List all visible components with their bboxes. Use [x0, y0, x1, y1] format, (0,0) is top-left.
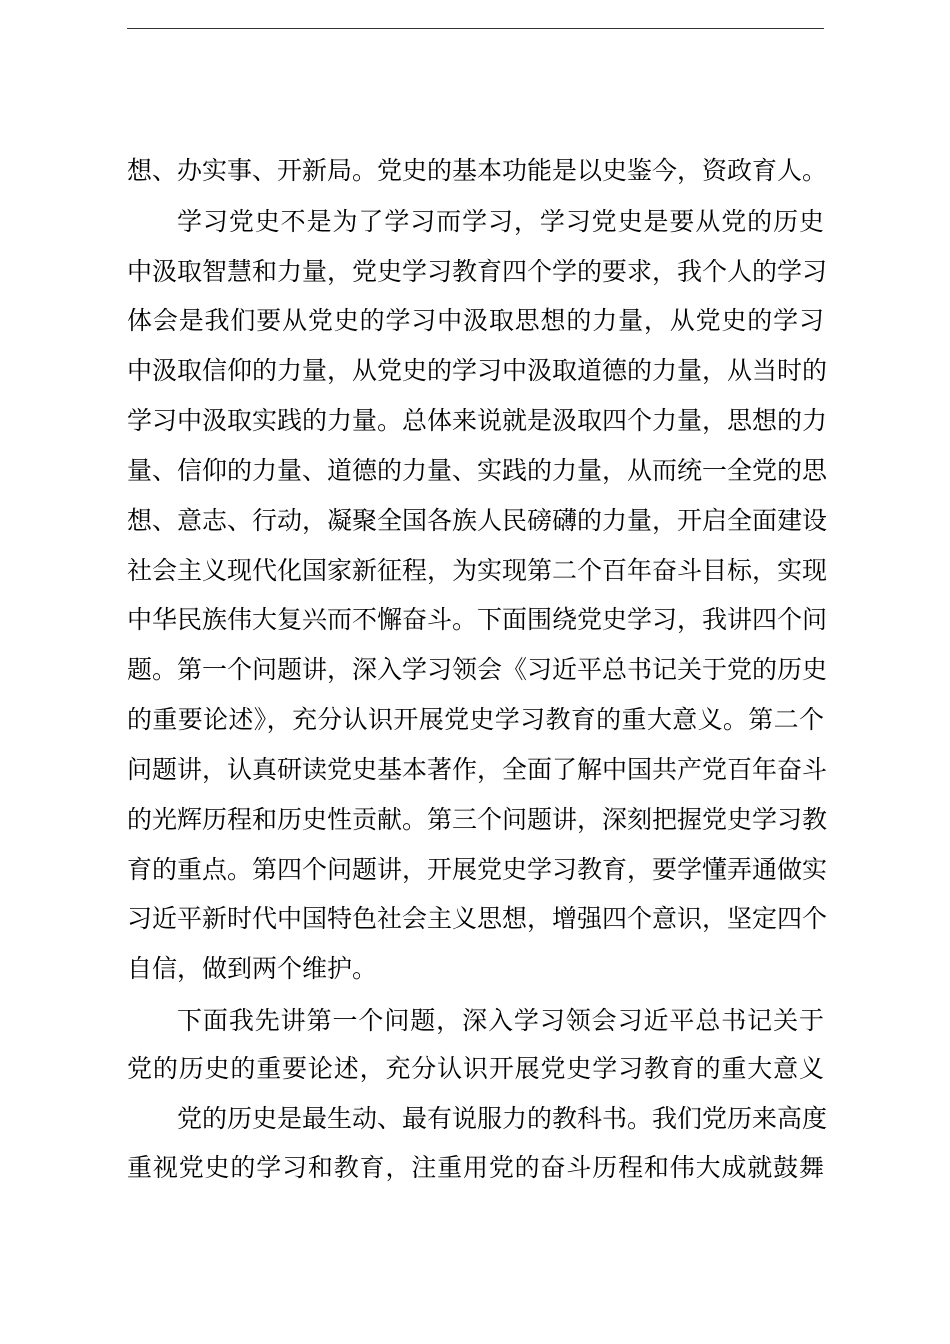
text-line: 社会主义现代化国家新征程，为实现第二个百年奋斗目标，实现	[127, 556, 828, 585]
text-line: 自信，做到两个维护。	[127, 954, 378, 983]
text-line: 问题讲，认真研读党史基本著作，全面了解中国共产党百年奋斗	[127, 755, 828, 784]
text-line: 育的重点。第四个问题讲，开展党史学习教育，要学懂弄通做实	[127, 855, 828, 884]
text-line: 想、办实事、开新局。党史的基本功能是以史鉴今，资政育人。	[127, 156, 828, 185]
header-rule	[127, 28, 824, 29]
text-line: 下面我先讲第一个问题，深入学习领会习近平总书记关于	[177, 1006, 824, 1035]
text-line: 学习党史不是为了学习而学习，学习党史是要从党的历史	[177, 207, 824, 236]
text-line: 党的历史的重要论述，充分认识开展党史学习教育的重大意义	[127, 1054, 824, 1083]
text-line: 重视党史的学习和教育，注重用党的奋斗历程和伟大成就鼓舞	[127, 1153, 824, 1182]
text-line: 习近平新时代中国特色社会主义思想，增强四个意识，坚定四个	[127, 904, 828, 933]
text-line: 中汲取信仰的力量，从党史的学习中汲取道德的力量，从当时的	[127, 356, 828, 385]
text-line: 的重要论述》，充分认识开展党史学习教育的重大意义。第二个	[127, 705, 824, 734]
text-line: 体会是我们要从党史的学习中汲取思想的力量，从党史的学习	[127, 306, 824, 335]
text-line: 量、信仰的力量、道德的力量、实践的力量，从而统一全党的思	[127, 456, 828, 485]
text-line: 想、意志、行动，凝聚全国各族人民磅礴的力量，开启全面建设	[127, 506, 828, 535]
text-line: 中汲取智慧和力量，党史学习教育四个学的要求，我个人的学习	[127, 257, 828, 286]
text-line: 党的历史是最生动、最有说服力的教科书。我们党历来高度	[177, 1104, 828, 1133]
text-line: 学习中汲取实践的力量。总体来说就是汲取四个力量，思想的力	[127, 406, 828, 435]
text-line: 题。第一个问题讲，深入学习领会《习近平总书记关于党的历史	[127, 655, 828, 684]
text-line: 的光辉历程和历史性贡献。第三个问题讲，深刻把握党史学习教	[127, 805, 828, 834]
text-line: 中华民族伟大复兴而不懈奋斗。下面围绕党史学习，我讲四个问	[127, 605, 828, 634]
